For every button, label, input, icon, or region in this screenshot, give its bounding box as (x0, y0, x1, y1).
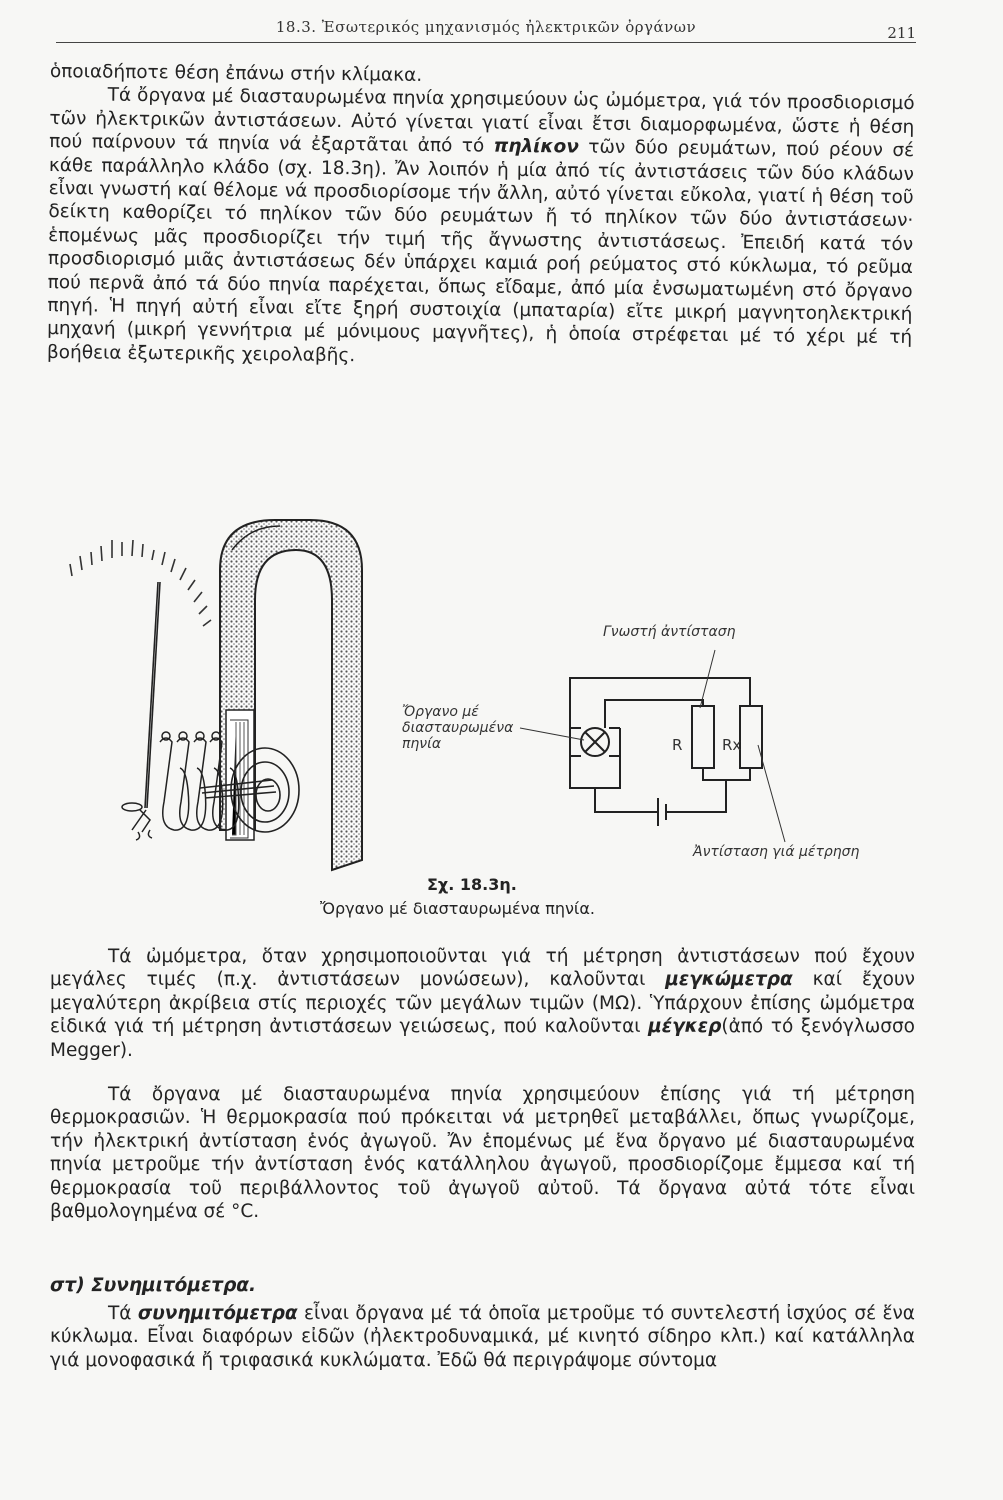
chapter-title: 18.3. Ἐσωτερικός μηχανισμός ἠλεκτρικῶν ὀργάνων (275, 18, 697, 36)
paragraph-megohmmeters: Τά ὠμόμετρα, ὅταν χρησιμοποιοῦνται γιά τή μέτρηση ἀντιστάσεων πού ἔχουν μεγάλες τιμές (π.χ. ἀντιστάσεων μονώσεων), καλοῦνται μεγκώμετρα καί ἔχουν μεγαλύτερη ἀκρίβεια στίς περιοχές τῶν μεγάλων τιμῶν (MΩ). Ὑπάρχουν ἐπίσης ὠμόμετρα εἰδικά γιά τή μέτρηση ἀντιστάσεων γειώσεως, πού καλοῦνται μέγκερ(ἀπό τό ξενόγλωσσο Megger). (50, 946, 915, 1061)
running-header (56, 14, 916, 43)
page-number: 211 (887, 24, 916, 42)
paragraph-power-factor: Τά συνημιτόμετρα εἶναι ὄργανα μέ τά ὁποῖα μετροῦμε τό συντελεστή ἰσχύος σέ ἕνα κύκλωμα. Εἶναι διαφόρων εἰδῶν (ἠλεκτροδυναμικά, μέ κινητό σίδηρο κλπ.) καί κατάλληλα γιά μονοφασικά ἤ τριφασικά κυκλώματα. Ἐδῶ θά περιγράψομε σύντομα (50, 1303, 915, 1371)
section-heading-power-factor: στ) Συνημιτόμετρα. (50, 1275, 257, 1296)
label-instrument: Ὄργανο μέ διασταυρωμένα πηνία (402, 704, 514, 752)
paragraph-temperature: Τά ὄργανα μέ διασταυρωμένα πηνία χρησιμεύουν ἐπίσης γιά τή μέτρηση θερμοκρασιῶν. Ἡ θερμοκρασία πού πρόκειται νά μετρηθεῖ μεταβάλλει, ὅπως γνωρίζομε, τήν ἠλεκτρική ἀντίσταση ἑνός ἀγωγοῦ. Ἄν ἑπομένως μέ ἕνα ὄργανο μέ διασταυρωμένα πηνία μετροῦμε τήν ἀντίσταση ἑνός κατάλληλου ἀγωγοῦ, προσδιορίζομε ἔμμεσα καί τή θερμοκρασία τοῦ περιβάλλοντος τοῦ ἀγωγοῦ αὐτοῦ. Τά ὄργανα αὐτά τότε εἶναι βαθμολογημένα σέ °C. (50, 1084, 915, 1223)
meter-scale (70, 540, 211, 626)
emphasis-quotient: πηλίκον (493, 135, 579, 158)
paragraph-continuation: ὁποιαδήποτε θέση ἐπάνω στήν κλίμακα. (49, 60, 423, 86)
emphasis-megger: μέγκερ (648, 1016, 722, 1038)
figure-number: Σχ. 18.3η. (427, 875, 517, 894)
paragraph-ohmmeters: ὁποιαδήποτε θέση ἐπάνω στήν κλίμακα. Τά ὄργανα μέ διασταυρωμένα πηνία χρησιμεύουν ὡς ὠμόμετρα, γιά τόν προσδιορισμό τῶν ἠλεκτρικῶν ἀντιστάσεων. Αὐτό γίνεται γιατί εἶναι ἔτσι διαμορφωμένα, ὥστε ἡ θέση πού παίρνουν τά πηνία νά ἐξαρτᾶται ἀπό τό πηλίκον τῶν δύο ρευμάτων, πού ρέουν σέ κάθε παράλληλο κλάδο (σχ. 18.3η). Ἄν λοιπόν ἡ μία ἀπό τίς ἀντιστάσεις τῶν δύο κλάδων εἶναι γνωστή καί θέλομε νά προσδιορίσομε τήν ἄλλη, αὐτό γίνεται εὔκολα, γιατί ἡ θέση τοῦ δείκτη καθορίζει τό πηλίκον τῶν δύο ρευμάτων ἤ τό πηλίκον τῶν δύο ἀντιστάσεων· ἑπομένως μᾶς προσδιορίζει τήν τιμή τῆς ἄγνωστης ἀντιστάσεως. Ἐπειδή κατά τόν προσδιορισμό μιᾶς ἀντιστάσεως δέν ὑπάρχει καμιά ροή ρεύματος στό κύκλωμα, τό ρεῦμα πού περνᾶ ἀπό τά δύο πηνία παρέχεται, ὅπως εἴδαμε, ἀπό μία ἐνσωματωμένη στό ὄργανο πηγή. Ἡ πηγή αὐτή εἶναι εἴτε ξηρή συστοιχία (μπαταρία) εἴτε μικρή μαγνητοηλεκτρική μηχανή (μικρή γεννήτρια μέ μόνιμους μαγνῆτες), ἡ ὁποία στρέφεται μέ τό χέρι μέ τή βοήθεια ἐξωτερικῆς χειρολαβῆς. (46, 60, 915, 367)
meter-pointer (145, 582, 160, 808)
label-measured-resistance: Ἀντίσταση γιά μέτρηση (693, 844, 860, 860)
label-resistor-r: R (672, 736, 683, 754)
label-known-resistance: Γνωστή ἀντίσταση (603, 624, 736, 640)
figure-caption: Ὄργανο μέ διασταυρωμένα πηνία. (320, 899, 595, 918)
label-resistor-rx: Rx (722, 736, 742, 754)
emphasis-power-factor-meter: συνημιτόμετρα (137, 1303, 298, 1324)
pivot-assembly (122, 803, 152, 840)
emphasis-megohmmeter: μεγκώμετρα (665, 969, 793, 991)
figure-crossed-coils (50, 510, 930, 930)
